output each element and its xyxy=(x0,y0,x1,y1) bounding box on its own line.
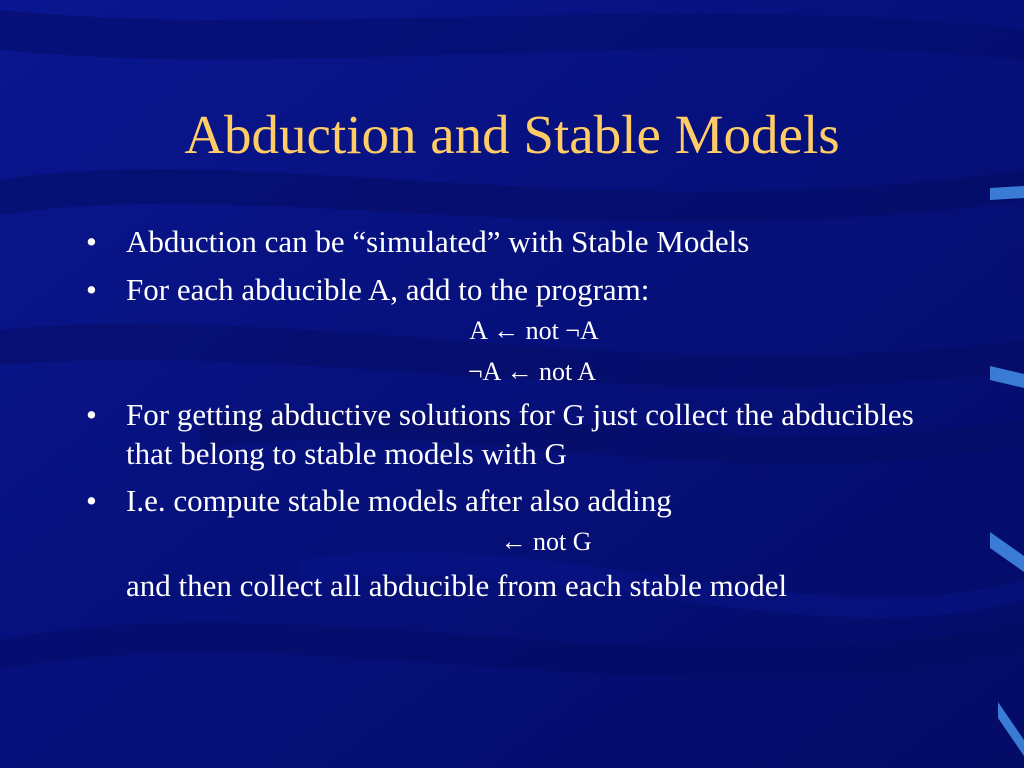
bullet-item xyxy=(82,270,962,309)
formula-line: ← not G xyxy=(500,527,592,556)
bullet-dot: • xyxy=(86,397,97,432)
bullet-item xyxy=(82,222,962,261)
bullet-text: For getting abductive solutions for G just collect the abducibles that belong to stable models with G xyxy=(126,397,914,471)
bullet-item xyxy=(82,481,962,520)
closing-paragraph: and then collect all abducible from each stable model xyxy=(126,568,788,603)
bullet-dot: • xyxy=(86,272,97,307)
bullet-item xyxy=(82,395,962,473)
bullet-text: I.e. compute stable models after also adding xyxy=(126,483,672,518)
bullet-text: Abduction can be “simulated” with Stable Models xyxy=(126,224,750,259)
formula-line: A ← not ¬A xyxy=(469,316,599,345)
bullet-dot: • xyxy=(86,483,97,518)
bullet-text: For each abducible A, add to the program: xyxy=(126,272,650,307)
slide-title: Abduction and Stable Models xyxy=(184,104,840,165)
slide-content xyxy=(82,222,962,605)
formula-line: ¬A ← not A xyxy=(467,357,597,386)
bullet-dot: • xyxy=(86,224,97,259)
